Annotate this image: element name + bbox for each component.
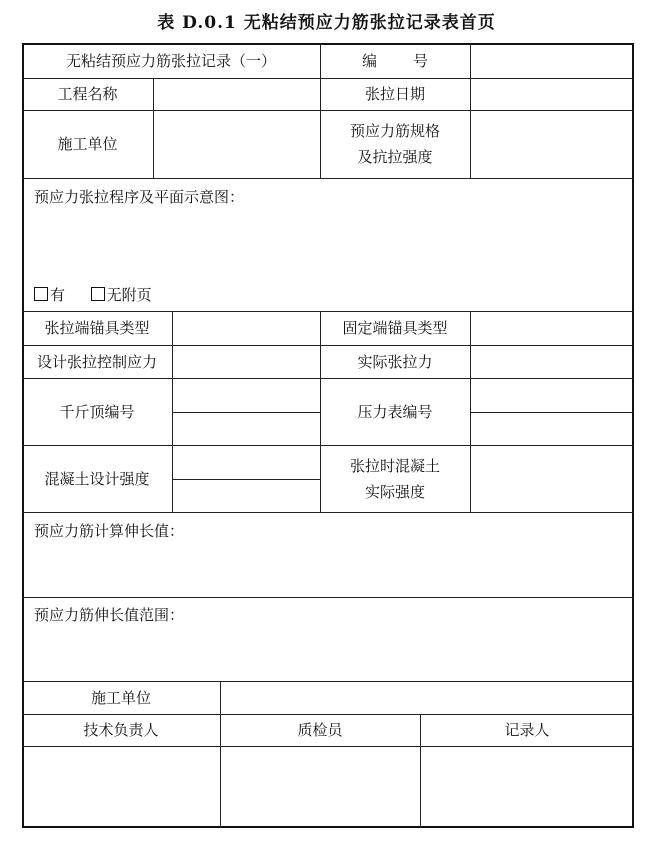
fixed-anchor-type-label: 固定端锚具类型 bbox=[342, 319, 448, 337]
recorder-signature-area[interactable] bbox=[420, 746, 634, 828]
jack-number-input[interactable] bbox=[172, 378, 320, 412]
tendon-spec-input[interactable] bbox=[470, 110, 634, 178]
concrete-actual-strength-line: 实际强度 bbox=[364, 482, 425, 501]
tech-lead-signature-area[interactable] bbox=[22, 746, 220, 828]
tension-date-label: 张拉日期 bbox=[364, 85, 425, 103]
number-input-cell[interactable] bbox=[470, 44, 634, 78]
project-name-input[interactable] bbox=[153, 78, 320, 110]
contractor-input[interactable] bbox=[153, 110, 320, 178]
pressure-gauge-number-input[interactable] bbox=[470, 378, 634, 412]
concrete-actual-strength-input[interactable] bbox=[470, 445, 634, 512]
attachment-yes-checkbox[interactable] bbox=[34, 287, 48, 301]
actual-tension-force-input[interactable] bbox=[470, 345, 634, 378]
design-control-stress-input[interactable] bbox=[172, 345, 320, 378]
attachment-yes-label: 有 bbox=[50, 286, 66, 304]
tension-procedure-area[interactable] bbox=[22, 200, 634, 280]
tension-date-input[interactable] bbox=[470, 78, 634, 110]
calculated-elongation-area[interactable] bbox=[22, 540, 634, 596]
attachment-none-label: 无附页 bbox=[106, 286, 152, 304]
attachment-none-checkbox[interactable] bbox=[91, 287, 105, 301]
number-label-part: 编 bbox=[361, 52, 377, 70]
fixed-anchor-type-input[interactable] bbox=[470, 311, 634, 345]
jack-number-input[interactable] bbox=[172, 412, 320, 445]
concrete-design-strength-input[interactable] bbox=[172, 445, 320, 479]
number-label-part: 号 bbox=[413, 52, 429, 70]
tension-anchor-type-input[interactable] bbox=[172, 311, 320, 345]
row-divider bbox=[22, 512, 634, 513]
page-title: 表 D.0.1 无粘结预应力筋张拉记录表首页 bbox=[157, 13, 496, 33]
recorder-label: 记录人 bbox=[504, 721, 550, 739]
calculated-elongation-label: 预应力筋计算伸长值： bbox=[34, 522, 185, 540]
elongation-range-label: 预应力筋伸长值范围： bbox=[34, 606, 185, 624]
record-title-cell: 无粘结预应力筋张拉记录（一） bbox=[65, 52, 276, 70]
pressure-gauge-number-label: 压力表编号 bbox=[357, 402, 433, 421]
design-control-stress-label: 设计张拉控制应力 bbox=[36, 352, 157, 371]
actual-tension-force-label: 实际张拉力 bbox=[357, 352, 433, 371]
row-divider bbox=[22, 178, 634, 179]
attachment-options bbox=[34, 284, 152, 305]
pressure-gauge-number-input[interactable] bbox=[470, 412, 634, 445]
tendon-spec-line: 预应力筋规格 bbox=[349, 122, 440, 140]
tendon-spec-line: 及抗拉强度 bbox=[357, 148, 433, 166]
concrete-actual-strength-line: 张拉时混凝土 bbox=[349, 456, 440, 475]
row-divider bbox=[22, 597, 634, 598]
tension-procedure-label: 预应力张拉程序及平面示意图： bbox=[34, 188, 245, 206]
inspector-signature-area[interactable] bbox=[220, 746, 420, 828]
inspector-label: 质检员 bbox=[297, 721, 343, 739]
contractor-label: 施工单位 bbox=[57, 135, 118, 153]
concrete-design-strength-label: 混凝土设计强度 bbox=[44, 469, 150, 488]
tech-lead-label: 技术负责人 bbox=[83, 721, 159, 739]
jack-number-label: 千斤顶编号 bbox=[59, 402, 135, 421]
tension-anchor-type-label: 张拉端锚具类型 bbox=[44, 319, 150, 337]
concrete-design-strength-input[interactable] bbox=[172, 479, 320, 512]
tendon-spec-label bbox=[320, 110, 470, 178]
signature-contractor-label: 施工单位 bbox=[90, 688, 151, 707]
number-label-cell bbox=[320, 44, 470, 78]
concrete-actual-strength-label bbox=[320, 445, 470, 512]
project-name-label: 工程名称 bbox=[57, 85, 118, 103]
elongation-range-area[interactable] bbox=[22, 624, 634, 680]
signature-contractor-input[interactable] bbox=[220, 681, 634, 714]
